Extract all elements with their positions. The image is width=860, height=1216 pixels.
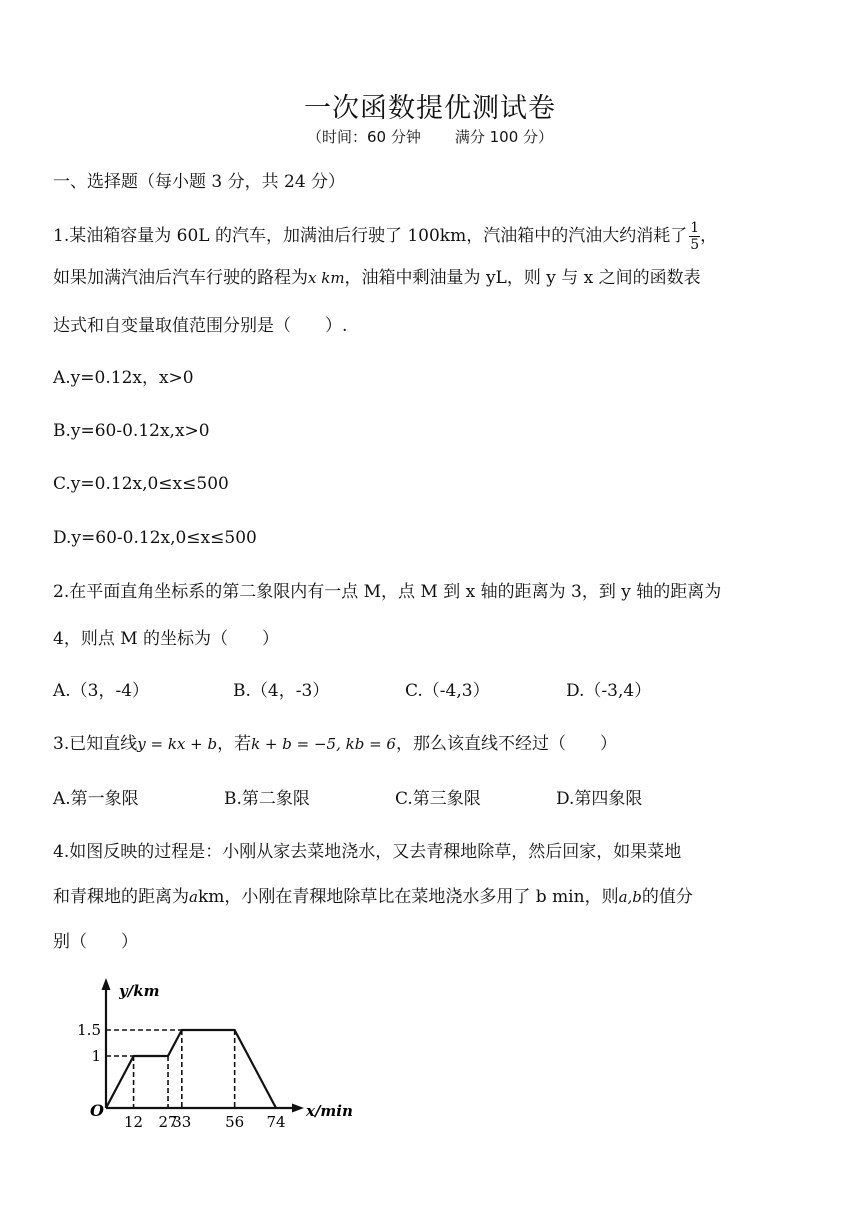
y-tick-label: 1	[91, 1047, 101, 1065]
question-3-text-b: ，若	[217, 734, 252, 754]
question-2-line-1: 2.在平面直角坐标系的第二象限内有一点 M，点 M 到 x 轴的距离为 3，到 y 轴的距离为	[53, 582, 722, 602]
question-2-option-a: A.（3，-4）	[53, 681, 150, 701]
question-3-line-1	[53, 734, 617, 754]
question-1-text-b: ，	[700, 226, 718, 246]
y-axis-arrow	[102, 978, 111, 990]
page-title: 一次函数提优测试卷	[304, 93, 556, 124]
question-1-text-d: ，油箱中剩油量为 yL，则 y 与 x 之间的函数表	[344, 268, 701, 288]
question-1-line-3: 达式和自变量取值范围分别是（ ）.	[53, 316, 348, 336]
variable-x-km: x km	[308, 269, 345, 287]
question-4-line-2	[53, 887, 693, 907]
equation-line: y = kx + b	[137, 735, 218, 753]
y-tick-label: 1.5	[77, 1021, 101, 1039]
x-tick-label: 74	[266, 1113, 286, 1131]
exam-score: 满分 100 分）	[454, 128, 554, 146]
question-3-option-d: D.第四象限	[556, 789, 643, 809]
question-1-line-2	[53, 268, 701, 288]
question-1-option-c: C.y=0.12x,0≤x≤500	[53, 474, 229, 494]
exam-time: （时间：60 分钟	[306, 128, 421, 146]
series-line	[106, 1030, 276, 1108]
question-1-text-a: 1.某油箱容量为 60L 的汽车，加满油后行驶了 100km，汽油箱中的汽油大约消耗了	[53, 226, 688, 246]
question-1-line-1	[53, 220, 717, 253]
question-3-option-b: B.第二象限	[224, 789, 310, 809]
question-2-option-d: D.（-3,4）	[566, 681, 652, 701]
question-4-text-c: 的值分	[641, 887, 693, 907]
x-axis-arrow	[292, 1104, 304, 1113]
question-2-line-2: 4，则点 M 的坐标为（ ）	[53, 629, 280, 649]
y-axis-label: y/km	[119, 982, 160, 1000]
question-4-text-b: km，小刚在青稞地除草比在菜地浇水多用了 b min，则	[197, 887, 619, 907]
x-tick-label: 56	[225, 1113, 245, 1131]
x-axis-label: x/min	[306, 1102, 353, 1120]
x-tick-label: 27	[158, 1113, 178, 1131]
question-2-option-b: B.（4，-3）	[233, 681, 330, 701]
question-2-option-c: C.（-4,3）	[405, 681, 490, 701]
equation-conditions: k + b = −5, kb = 6	[251, 735, 396, 753]
question-4-text-a: 和青稞地的距离为	[53, 887, 189, 907]
question-3-text-a: 3.已知直线	[53, 734, 138, 754]
variables-a-b: a,b	[618, 888, 642, 906]
fraction-numerator: 1	[690, 220, 700, 236]
section-heading: 一、选择题（每小题 3 分，共 24 分）	[53, 172, 346, 192]
question-4-line-1: 4.如图反映的过程是：小刚从家去菜地浇水，又去青稞地除草，然后回家，如果菜地	[53, 842, 682, 862]
origin-label: O	[90, 1101, 104, 1120]
fraction-denominator: 5	[690, 237, 700, 253]
question-4-line-3: 别（ ）	[53, 932, 138, 952]
question-3-text-c: ，那么该直线不经过（ ）	[395, 734, 617, 754]
distance-time-graph	[72, 974, 372, 1134]
exam-subtitle	[0, 126, 860, 147]
x-tick-label: 33	[172, 1113, 192, 1131]
variable-a: a	[189, 888, 198, 906]
question-1-option-d: D.y=60-0.12x,0≤x≤500	[53, 528, 257, 548]
question-1-option-b: B.y=60-0.12x,x>0	[53, 421, 210, 441]
question-3-option-c: C.第三象限	[395, 789, 481, 809]
question-1-option-a: A.y=0.12x，x>0	[53, 368, 194, 388]
x-tick-label: 12	[124, 1113, 144, 1131]
fraction-one-fifth	[689, 220, 700, 253]
question-1-text-c: 如果加满汽油后汽车行驶的路程为	[53, 268, 308, 288]
question-3-option-a: A.第一象限	[53, 789, 139, 809]
